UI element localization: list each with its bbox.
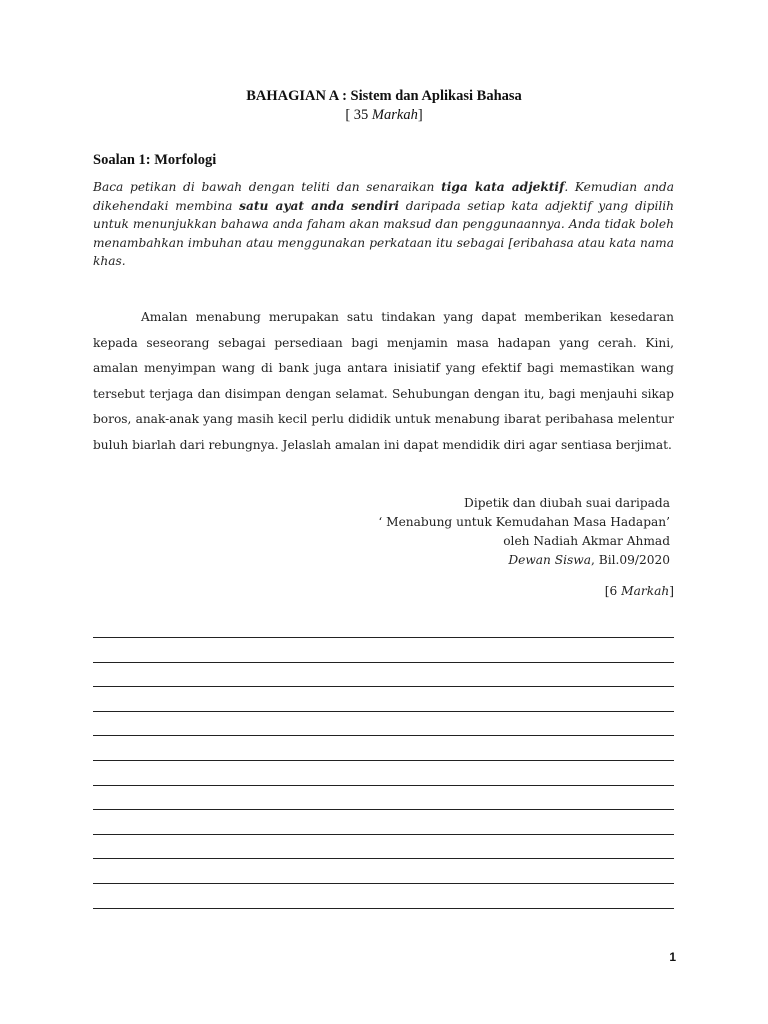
answer-line — [93, 883, 674, 884]
question-marks-prefix: [6 — [604, 584, 622, 598]
reading-passage — [93, 305, 674, 458]
question-marks-word: Markah — [621, 584, 670, 598]
question-instruction — [93, 178, 674, 271]
question-heading: Soalan 1: Morfologi — [93, 152, 217, 168]
source-issue: , Bil.09/2020 — [590, 553, 670, 567]
answer-line — [93, 711, 674, 712]
instruction-bold-1: tiga kata adjektif — [441, 180, 565, 194]
answer-line — [93, 735, 674, 736]
instruction-bold-2: satu ayat anda sendiri — [239, 198, 400, 213]
answer-line — [93, 858, 674, 859]
marks-prefix: [ 35 — [345, 107, 372, 123]
answer-line — [93, 760, 674, 761]
marks-suffix: ] — [417, 107, 423, 123]
page-number: 1 — [669, 950, 676, 964]
answer-line — [93, 662, 674, 663]
instruction-text-3: daripada setiap kata adjektif yang dipilih untuk menunjukkan bahawa anda faham akan maksud dan penggunaannya. Anda tidak boleh menambahkan imbuhan atau menggunakan perkataan itu sebagai [eribahasa atau kata nama khas. — [93, 198, 674, 269]
source-line-4 — [378, 551, 670, 570]
answer-line — [93, 834, 674, 835]
instruction-text-1: Baca petikan di bawah dengan teliti dan senaraikan — [93, 180, 442, 194]
source-line-2: ‘ Menabung untuk Kemudahan Masa Hadapan’ — [378, 515, 670, 529]
source-line-3: oleh Nadiah Akmar Ahmad — [503, 534, 670, 548]
source-citation — [378, 494, 670, 570]
section-title: BAHAGIAN A : Sistem dan Aplikasi Bahasa — [246, 88, 522, 104]
answer-line — [93, 637, 674, 638]
question-marks-suffix: ] — [669, 584, 674, 598]
passage-text: Amalan menabung merupakan satu tindakan yang dapat memberikan kesedaran kepada seseorang sebagai persediaan bagi menjamin masa hadapan yang cerah. Kini, amalan menyimpan wang di bank juga antara inisiatif yang efektif bagi memastikan wang tersebut terjaga dan disimpan dengan selamat. Sehubungan dengan itu, bagi menjauhi sikap boros, anak-anak yang masih kecil perlu dididik untuk menabung ibarat peribahasa melentur buluh biarlah dari rebungnya. Jelaslah amalan ini dapat mendidik diri agar sentiasa berjimat. — [93, 310, 674, 452]
instruction-text-2: . Kemudian anda dikehendaki membina — [93, 180, 674, 213]
source-magazine: Dewan Siswa — [508, 553, 591, 567]
section-marks — [0, 107, 768, 124]
answer-line — [93, 686, 674, 687]
marks-word: Markah — [371, 107, 418, 123]
answer-line — [93, 809, 674, 810]
source-line-1: Dipetik dan diubah suai daripada — [464, 496, 670, 510]
answer-line — [93, 908, 674, 909]
answer-line — [93, 785, 674, 786]
question-marks — [605, 584, 674, 598]
